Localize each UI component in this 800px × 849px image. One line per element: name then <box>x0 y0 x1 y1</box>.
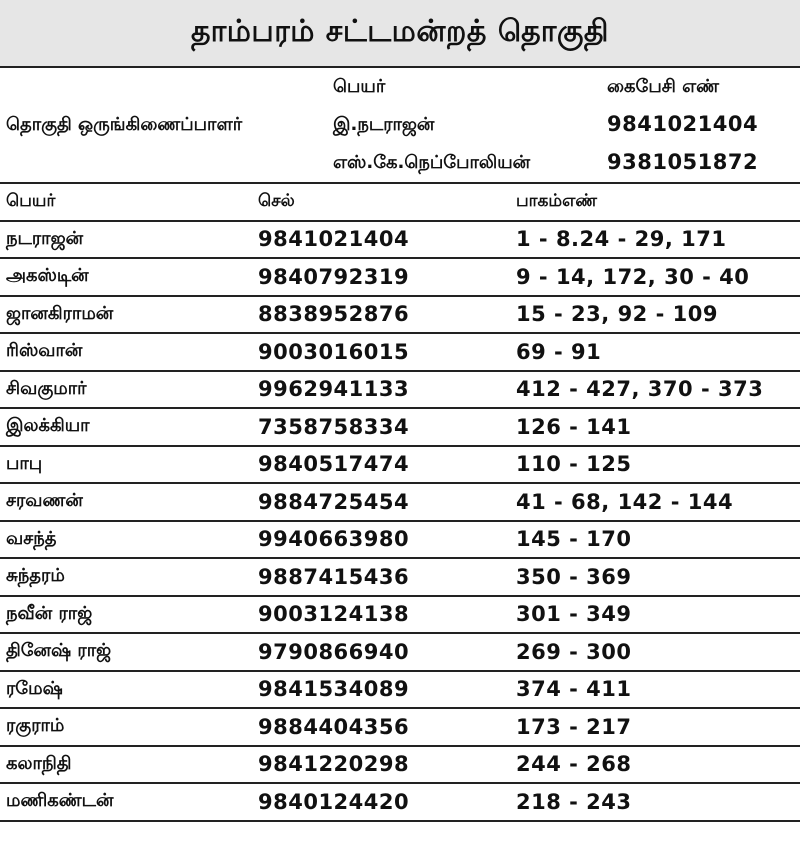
row-parts: 15 - 23, 92 - 109 <box>510 296 800 334</box>
table-row <box>0 708 800 746</box>
row-phone: 9003124138 <box>252 596 510 634</box>
row-parts: 374 - 411 <box>510 671 800 709</box>
row-parts: 350 - 369 <box>510 558 800 596</box>
table-row <box>0 371 800 409</box>
coordinator-phone-header: கைபேசி எண் <box>607 76 720 97</box>
page-title: தாம்பரம் சட்டமன்றத் தொகுதி <box>191 13 609 49</box>
table-row <box>0 671 800 709</box>
row-phone: 9962941133 <box>252 371 510 409</box>
row-name: வசந்த் <box>0 521 252 559</box>
row-name: பாபு <box>0 446 252 484</box>
coordinator-phone-1: 9841021404 <box>607 112 759 136</box>
row-phone: 9841534089 <box>252 671 510 709</box>
table-row <box>0 408 800 446</box>
row-phone: 9840124420 <box>252 783 510 821</box>
row-phone: 7358758334 <box>252 408 510 446</box>
row-parts: 126 - 141 <box>510 408 800 446</box>
row-parts: 69 - 91 <box>510 333 800 371</box>
table-row <box>0 258 800 296</box>
table-row <box>0 746 800 784</box>
table-row <box>0 296 800 334</box>
coordinator-section <box>0 68 800 184</box>
table-row <box>0 783 800 821</box>
row-phone: 9841220298 <box>252 746 510 784</box>
table-row <box>0 558 800 596</box>
coordinator-label: தொகுதி ஒருங்கிணைப்பாளர் <box>6 114 243 135</box>
row-parts: 269 - 300 <box>510 633 800 671</box>
row-parts: 41 - 68, 142 - 144 <box>510 483 800 521</box>
row-name: அகஸ்டின் <box>0 258 252 296</box>
row-name: கலாநிதி <box>0 746 252 784</box>
row-phone: 9887415436 <box>252 558 510 596</box>
row-name: இலக்கியா <box>0 408 252 446</box>
booth-incharge-table <box>0 184 800 822</box>
row-name: தினேஷ் ராஜ் <box>0 633 252 671</box>
row-name: சுந்தரம் <box>0 558 252 596</box>
row-parts: 173 - 217 <box>510 708 800 746</box>
row-parts: 218 - 243 <box>510 783 800 821</box>
row-name: சரவணன் <box>0 483 252 521</box>
table-row <box>0 633 800 671</box>
coordinator-name-2: எஸ்.கே.நெப்போலியன் <box>333 152 531 173</box>
row-parts: 412 - 427, 370 - 373 <box>510 371 800 409</box>
coordinator-phone-2: 9381051872 <box>607 150 759 174</box>
coordinator-name-header: பெயர் <box>333 76 386 97</box>
table-row <box>0 333 800 371</box>
row-name: ரிஸ்வான் <box>0 333 252 371</box>
row-parts: 9 - 14, 172, 30 - 40 <box>510 258 800 296</box>
row-parts: 145 - 170 <box>510 521 800 559</box>
row-phone: 9884404356 <box>252 708 510 746</box>
header-name: பெயர் <box>0 184 252 221</box>
row-name: ரகுராம் <box>0 708 252 746</box>
table-row <box>0 596 800 634</box>
row-name: ஜானகிராமன் <box>0 296 252 334</box>
title-bar <box>0 0 800 68</box>
row-phone: 9003016015 <box>252 333 510 371</box>
row-phone: 9884725454 <box>252 483 510 521</box>
row-phone: 9841021404 <box>252 221 510 259</box>
row-phone: 9840792319 <box>252 258 510 296</box>
row-phone: 8838952876 <box>252 296 510 334</box>
table-row <box>0 483 800 521</box>
row-phone: 9940663980 <box>252 521 510 559</box>
header-phone: செல் <box>252 184 510 221</box>
header-parts: பாகம்எண் <box>510 184 800 221</box>
row-name: மணிகண்டன் <box>0 783 252 821</box>
row-parts: 301 - 349 <box>510 596 800 634</box>
row-parts: 1 - 8.24 - 29, 171 <box>510 221 800 259</box>
table-header-row <box>0 184 800 221</box>
row-name: ரமேஷ் <box>0 671 252 709</box>
table-row <box>0 221 800 259</box>
row-parts: 244 - 268 <box>510 746 800 784</box>
row-name: சிவகுமார் <box>0 371 252 409</box>
row-phone: 9790866940 <box>252 633 510 671</box>
table-row <box>0 446 800 484</box>
table-row <box>0 521 800 559</box>
row-phone: 9840517474 <box>252 446 510 484</box>
row-parts: 110 - 125 <box>510 446 800 484</box>
row-name: நவீன் ராஜ் <box>0 596 252 634</box>
coordinator-name-1: இ.நடராஜன் <box>333 114 435 135</box>
row-name: நடராஜன் <box>0 221 252 259</box>
